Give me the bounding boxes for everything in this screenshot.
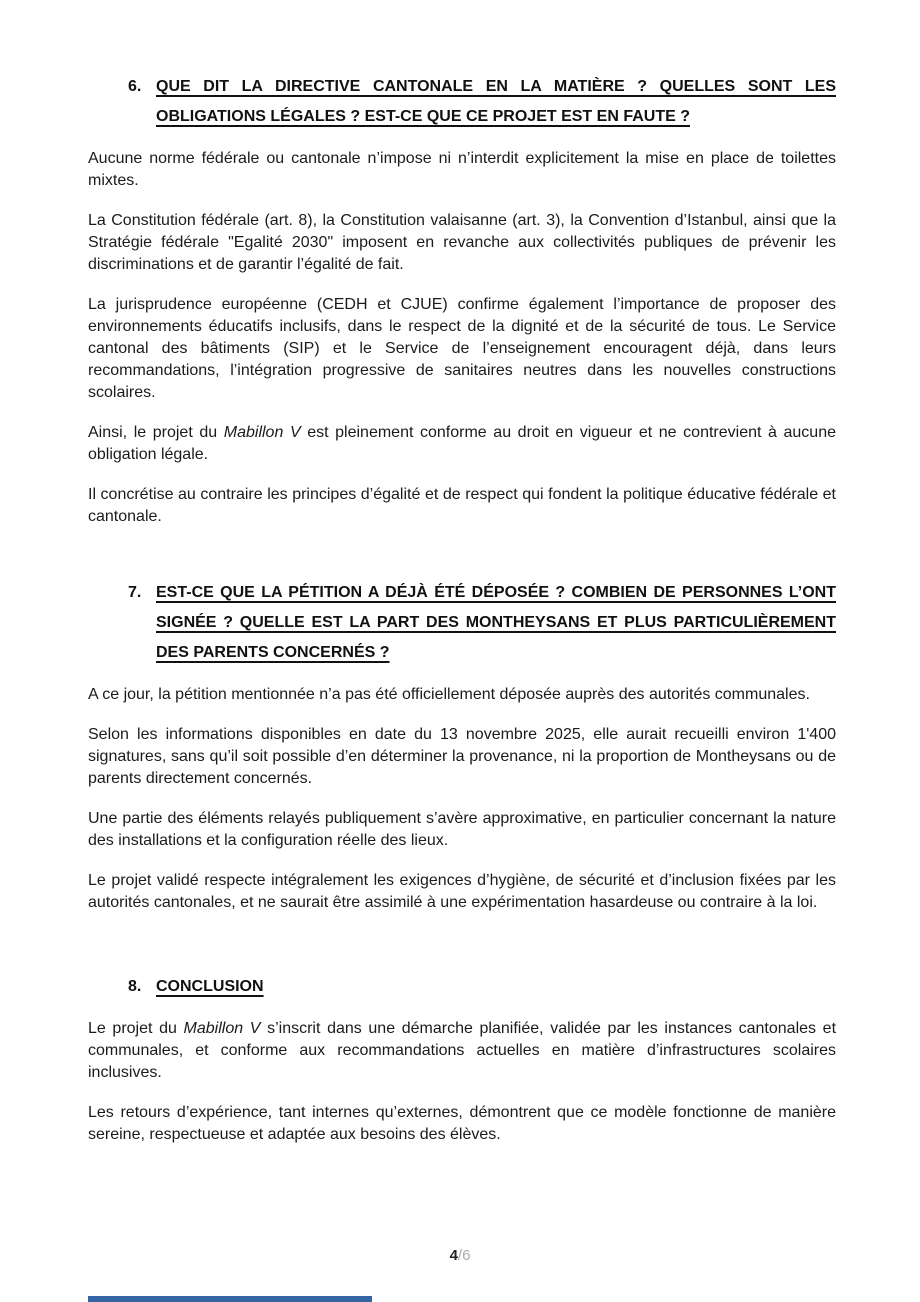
section-6-paragraph-1: Aucune norme fédérale ou cantonale n’impose ni n’interdit explicitement la mise en place de toilettes mixtes. [88,150,836,189]
section-7-paragraph-2: Selon les informations disponibles en date du 13 novembre 2025, elle aurait recueilli environ 1'400 signatures, sans qu’il soit possible d’en déterminer la provenance, ni la proportion de Montheysans ou de parents directement concernés. [88,726,836,787]
project-name-italic: Mabillon V [223,424,301,441]
section-7-number: 7. [128,584,142,601]
section-8-title: CONCLUSION [156,978,264,995]
section-6-heading [128,72,836,132]
section-6-paragraph-3: La jurisprudence européenne (CEDH et CJUE) confirme également l’importance de proposer des environnements éducatifs inclusifs, dans le respect de la dignité et de la sécurité de tous. Le Service cantonal des bâtiments (SIP) et le Service de l’enseignement encouragent déjà, dans leurs recommandations, l’intégration progressive de sanitaires neutres dans les nouvelles constructions scolaires. [88,296,836,401]
section-8-paragraph-2: Les retours d’expérience, tant internes qu’externes, démontrent que ce modèle fonctionne de manière sereine, respectueuse et adaptée aux besoins des élèves. [88,1104,836,1143]
section-8-heading [128,972,836,1002]
page-number-current: 4 [449,1247,458,1264]
section-7-paragraph-4: Le projet validé respecte intégralement les exigences d’hygiène, de sécurité et d’inclusion fixées par les autorités cantonales, et ne saurait être assimilé à une expérimentation hasardeuse ou contraire à la loi. [88,872,836,911]
section-8-number: 8. [128,978,142,995]
section-7-paragraph-3: Une partie des éléments relayés publiquement s’avère approximative, en particulier concernant la nature des installations et la configuration réelle des lieux. [88,810,836,849]
project-name-italic: Mabillon V [183,1020,261,1037]
section-6-paragraph-2: La Constitution fédérale (art. 8), la Constitution valaisanne (art. 3), la Convention d’Istanbul, ainsi que la Stratégie fédérale "Egalité 2030" imposent en revanche aux collectivités publiques de prévenir les discriminations et de garantir l’égalité de fait. [88,212,836,273]
section-6-number: 6. [128,78,142,95]
section-7-heading [128,578,836,668]
section-8-paragraph-1: Le projet du Mabillon V s’inscrit dans une démarche planifiée, validée par les instances cantonales et communales, et conforme aux recommandations actuelles en matière d’infrastructures scolaires inclusives. [88,1020,837,1081]
next-page-blue-band-sliver [88,1296,372,1302]
section-7-title: EST-CE QUE LA PÉTITION A DÉJÀ ÉTÉ DÉPOSÉE ? COMBIEN DE PERSONNES L’ONT SIGNÉE ? QUELLE EST LA PART DES MONTHEYSANS ET PLUS PARTICULIÈREMENT DES PARENTS CONCERNÉS ? [156,584,836,661]
section-6-title: QUE DIT LA DIRECTIVE CANTONALE EN LA MATIÈRE ? QUELLES SONT LES OBLIGATIONS LÉGALES ? EST-CE QUE CE PROJET EST EN FAUTE ? [156,78,836,125]
section-6-paragraph-4: Ainsi, le projet du Mabillon V est pleinement conforme au droit en vigueur et ne contrevient à aucune obligation légale. [88,424,837,463]
section-6-paragraph-5: Il concrétise au contraire les principes d’égalité et de respect qui fondent la politique éducative fédérale et cantonale. [88,486,836,525]
section-7-paragraph-1: A ce jour, la pétition mentionnée n’a pas été officiellement déposée auprès des autorités communales. [88,686,810,703]
page-number-total: /6 [457,1247,471,1264]
page-number [0,1247,920,1265]
